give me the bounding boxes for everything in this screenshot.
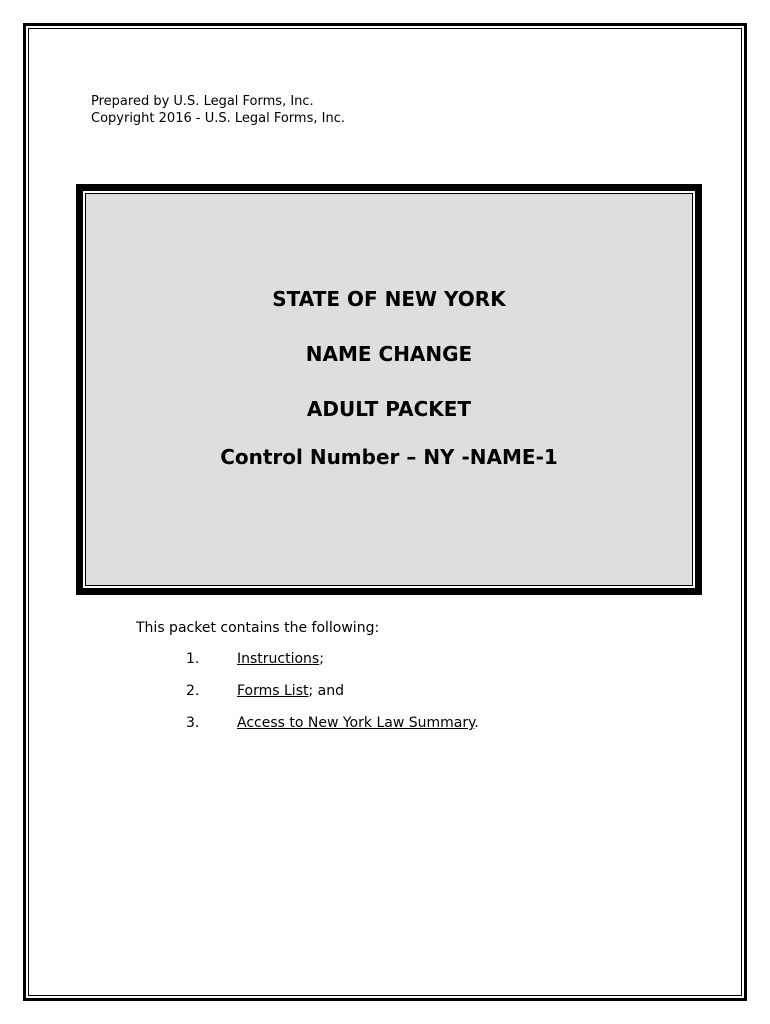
forms-list-link[interactable]: Forms List: [237, 683, 309, 699]
title-box: [76, 184, 702, 595]
packet-title: ADULT PACKET: [306, 397, 472, 421]
list-item-suffix: ; and: [308, 683, 344, 699]
state-title: STATE OF NEW YORK: [272, 287, 506, 311]
list-item-suffix: ;: [319, 651, 324, 667]
subject-title: NAME CHANGE: [305, 342, 473, 366]
list-item: [186, 650, 324, 668]
law-summary-link[interactable]: Access to New York Law Summary: [237, 715, 475, 731]
list-item-number: 1.: [186, 651, 200, 667]
preparer-block: [91, 93, 345, 127]
list-item: [186, 714, 479, 732]
list-item: [186, 682, 344, 700]
prepared-by-text: Prepared by U.S. Legal Forms, Inc.: [91, 94, 314, 109]
copyright-text: Copyright 2016 - U.S. Legal Forms, Inc.: [91, 111, 345, 126]
list-item-number: 3.: [186, 715, 200, 731]
contents-intro: This packet contains the following:: [136, 620, 380, 636]
title-box-fill: [85, 193, 693, 586]
list-item-number: 2.: [186, 683, 200, 699]
list-item-suffix: .: [474, 715, 479, 731]
control-number: Control Number – NY -NAME-1: [220, 445, 558, 469]
instructions-link[interactable]: Instructions: [237, 651, 320, 667]
